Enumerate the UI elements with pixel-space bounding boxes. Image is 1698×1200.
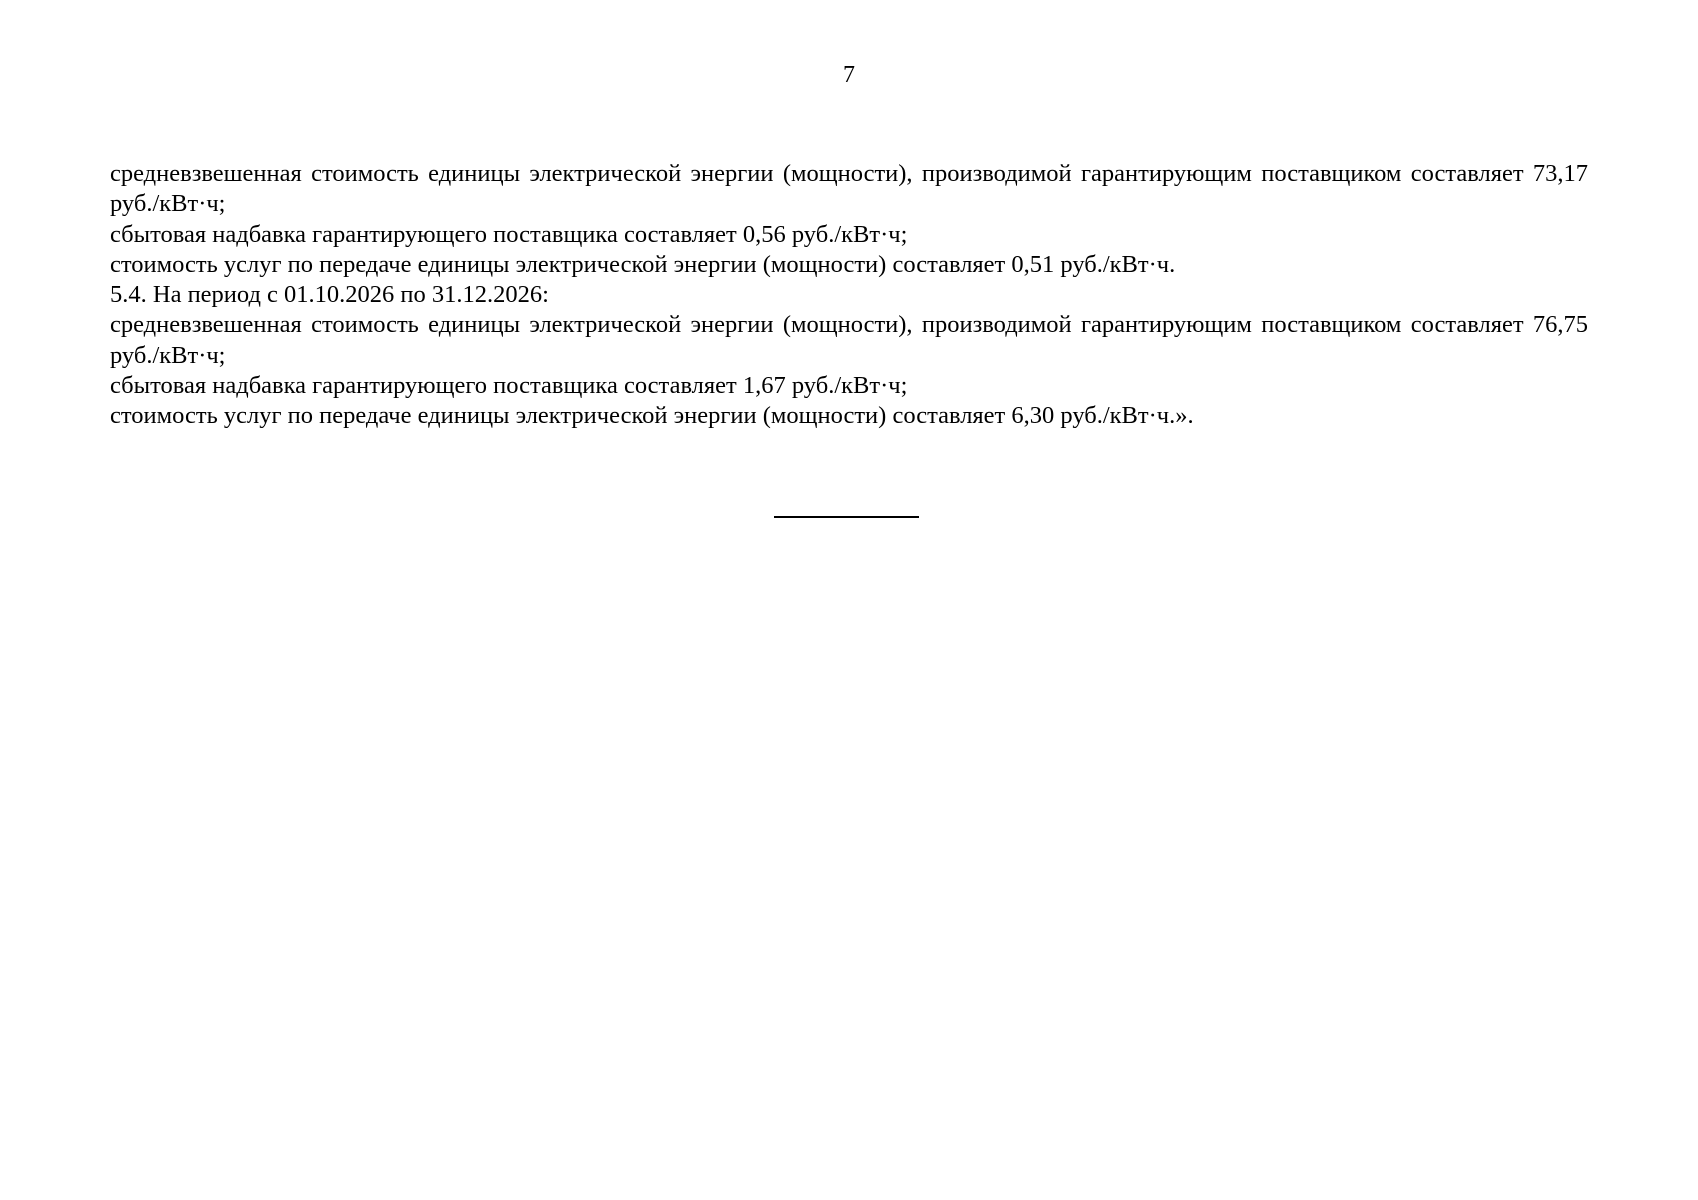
section-heading-5-4: 5.4. На период с 01.10.2026 по 31.12.2026: (110, 281, 549, 309)
paragraph-transmission-cost-q3: стоимость услуг по передаче единицы электрической энергии (мощности) составляет 0,51 руб./кВт·ч. (110, 250, 1176, 278)
paragraph-markup-q4: сбытовая надбавка гарантирующего поставщика составляет 1,67 руб./кВт·ч; (110, 372, 908, 400)
paragraph-weighted-cost-q4: средневзвешенная стоимость единицы электрической энергии (мощности), производимой гарантирующим поставщиком составляет 76,75 руб./кВт·ч; (110, 311, 1588, 369)
paragraph-weighted-cost-q3: средневзвешенная стоимость единицы электрической энергии (мощности), производимой гарантирующим поставщиком составляет 73,17 руб./кВт·ч; (110, 160, 1588, 218)
paragraph-transmission-cost-q4: стоимость услуг по передаче единицы электрической энергии (мощности) составляет 6,30 руб./кВт·ч.». (110, 402, 1194, 430)
document-body (110, 159, 1588, 432)
page-number: 7 (843, 62, 855, 88)
end-separator-line (774, 516, 919, 518)
paragraph-markup-q3: сбытовая надбавка гарантирующего поставщика составляет 0,56 руб./кВт·ч; (110, 220, 908, 248)
